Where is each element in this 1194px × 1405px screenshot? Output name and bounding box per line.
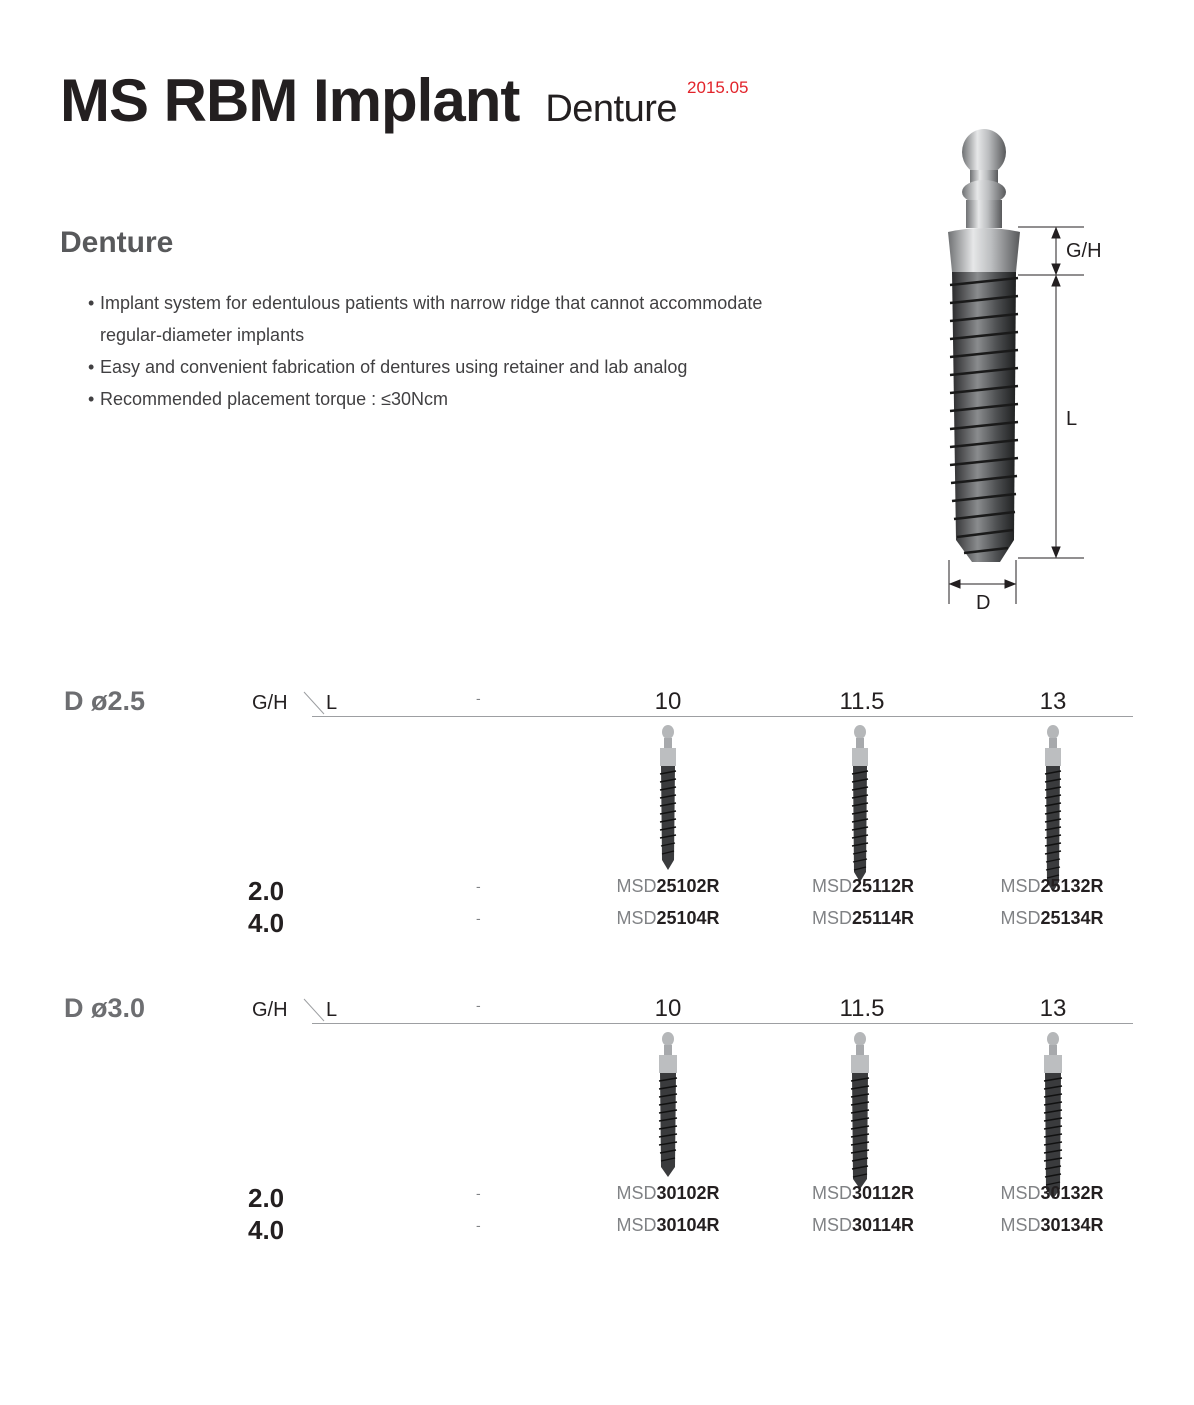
title-date: 2015.05 [687,78,749,97]
header-divider-slash [302,997,326,1023]
dash-cell: - [476,878,481,894]
length-column-10: 10 [654,688,682,715]
length-column-13: 13 [1039,995,1067,1022]
gh-header: G/H [252,692,288,714]
product-code [962,908,1142,929]
feature-item: • Implant system for edentulous patients with narrow ridge that cannot accommodate regular-diameter implants [88,287,788,351]
gh-header: G/H [252,999,288,1021]
product-code [962,1215,1142,1236]
product-code [773,1215,953,1236]
code-number: 25104R [656,908,720,928]
feature-item: • Easy and convenient fabrication of dentures using retainer and lab analog [88,351,788,383]
header-rule [312,1023,1133,1024]
product-code [773,1183,953,1204]
code-prefix: MSD [616,1215,657,1235]
gh-row-label: 2.0 [248,1183,285,1213]
gh-row-label: 4.0 [248,908,285,938]
gh-row-label: 4.0 [248,1215,285,1245]
code-number: 30114R [851,1215,915,1235]
code-prefix: MSD [616,1183,657,1203]
code-prefix: MSD [1000,1183,1041,1203]
product-code [578,908,758,929]
code-prefix: MSD [1000,908,1041,928]
length-header: L [326,692,338,714]
implant-thumbnail-13 [1038,1031,1068,1201]
feature-item: • Recommended placement torque : ≤30Ncm [88,383,788,415]
length-column-11-5: 11.5 [839,688,885,715]
implant-thumbnail-10 [653,1031,683,1179]
code-prefix: MSD [811,876,852,896]
code-number: 30132R [1040,1183,1104,1203]
dash-cell: - [476,690,481,706]
dash-cell: - [476,1217,481,1233]
length-column-13: 13 [1039,688,1067,715]
code-number: 25114R [851,908,915,928]
code-prefix: MSD [1000,876,1041,896]
code-prefix: MSD [616,876,657,896]
code-prefix: MSD [1000,1215,1041,1235]
gh-row-label: 2.0 [248,876,285,906]
implant-illustration [930,120,1170,630]
diameter-label: D ø2.5 [64,686,146,716]
implant-thumbnail-10 [653,724,683,872]
code-number: 25112R [851,876,915,896]
header-rule [312,716,1133,717]
product-code [578,876,758,897]
product-table-d25 [0,686,1194,946]
code-prefix: MSD [811,1215,852,1235]
code-number: 25132R [1040,876,1104,896]
code-number: 30112R [851,1183,915,1203]
code-number: 25102R [656,876,720,896]
code-number: 30104R [656,1215,720,1235]
implant-thumbnail-11-5 [845,1031,875,1191]
product-code [578,1215,758,1236]
code-number: 30134R [1040,1215,1104,1235]
code-number: 25134R [1040,908,1104,928]
title-subtitle: Denture [545,88,678,130]
header-divider-slash [302,690,326,716]
dimension-label-gh: G/H [1066,240,1102,262]
product-code [773,908,953,929]
product-table-d30 [0,993,1194,1253]
title-main: MS RBM Implant [60,67,520,134]
section-heading: Denture [60,226,174,259]
length-column-10: 10 [654,995,682,1022]
code-number: 30102R [656,1183,720,1203]
implant-thumbnail-11-5 [845,724,875,884]
dash-cell: - [476,910,481,926]
code-prefix: MSD [811,1183,852,1203]
dash-cell: - [476,997,481,1013]
code-prefix: MSD [811,908,852,928]
implant-thumbnail-13 [1038,724,1068,894]
dimension-label-d: D [976,592,991,614]
product-code [962,876,1142,897]
product-code [578,1183,758,1204]
product-code [962,1183,1142,1204]
code-prefix: MSD [616,908,657,928]
product-code [773,876,953,897]
dimension-label-l: L [1066,408,1078,430]
length-header: L [326,999,338,1021]
feature-list [88,287,788,415]
length-column-11-5: 11.5 [839,995,885,1022]
page-title [60,66,748,135]
implant-dimension-diagram [930,120,1170,630]
dash-cell: - [476,1185,481,1201]
diameter-label: D ø3.0 [64,993,146,1023]
